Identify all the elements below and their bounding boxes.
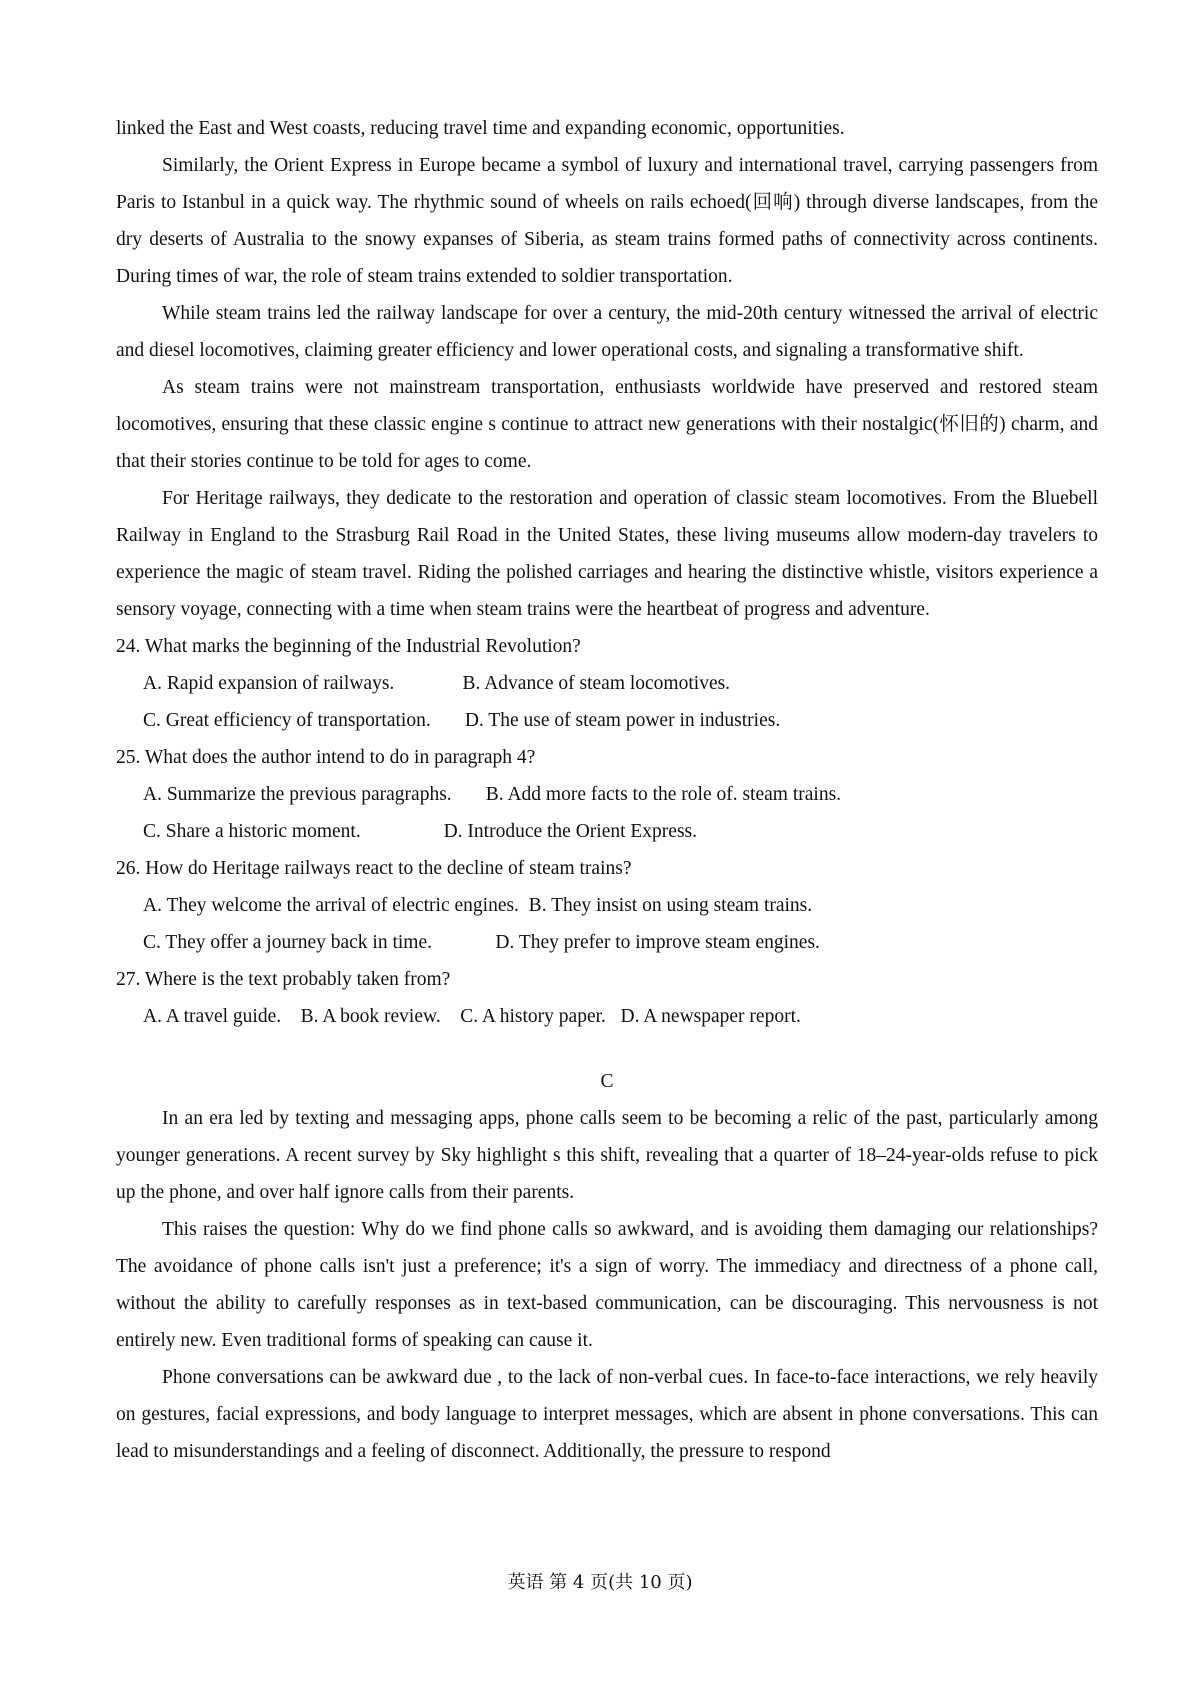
- question-options-line: A. Rapid expansion of railways. B. Advance of steam locomotives.: [143, 673, 731, 694]
- question-27: [116, 961, 1098, 1035]
- question-options-line: A. Summarize the previous paragraphs. B. Add more facts to the role of. steam trains.: [143, 784, 842, 805]
- question-stem: 26. How do Heritage railways react to the decline of steam trains?: [116, 858, 632, 879]
- passage-c-paragraph-2: This raises the question: Why do we find phone calls so awkward, and is avoiding them damaging our relationships? The avoidance of phone calls isn't just a preference; it's a sign of worry. The immediacy and directness of a phone call, without the ability to carefully responses as in text-based communication, can be discouraging. This nervousness is not entirely new. Even traditional forms of speaking can cause it.: [116, 1219, 1098, 1351]
- question-stem: 27. Where is the text probably taken from?: [116, 969, 451, 990]
- passage-c-paragraph-1: In an era led by texting and messaging apps, phone calls seem to be becoming a relic of the past, particularly among younger generations. A recent survey by Sky highlight s this shift, revealing that a quarter of 18–24-year-olds refuse to pick up the phone, and over half ignore calls from their parents.: [116, 1108, 1098, 1203]
- page-footer: 英语 第 4 页(共 10 页): [507, 1572, 693, 1593]
- passage-c-paragraph-3: Phone conversations can be awkward due , to the lack of non-verbal cues. In face-to-face interactions, we rely heavily on gestures, facial expressions, and body language to interpret messages, which are absent in phone conversations. This can lead to misunderstandings and a feeling of disconnect. Additionally, the pressure to respond: [116, 1367, 1098, 1462]
- question-26: [116, 850, 1098, 961]
- page-content: [116, 110, 1098, 1470]
- passage-b-paragraph-4: As steam trains were not mainstream transportation, enthusiasts worldwide have preserved and restored steam locomotives, ensuring that these classic engine s continue to attract new generations with their nostalgic(怀旧的) charm, and that their stories continue to be told for ages to come.: [116, 377, 1098, 472]
- question-25: [116, 739, 1098, 850]
- question-options-line: A. A travel guide. B. A book review. C. A history paper. D. A newspaper report.: [143, 1006, 801, 1027]
- question-options-line: C. Share a historic moment. D. Introduce the Orient Express.: [143, 821, 698, 842]
- question-options-line: C. They offer a journey back in time. D. They prefer to improve steam engines.: [143, 932, 820, 953]
- question-stem: 24. What marks the beginning of the Industrial Revolution?: [116, 636, 581, 657]
- passage-b-paragraph-5: For Heritage railways, they dedicate to the restoration and operation of classic steam locomotives. From the Bluebell Railway in England to the Strasburg Rail Road in the United States, these living museums allow modern-day travelers to experience the magic of steam travel. Riding the polished carriages and hearing the distinctive whistle, visitors experience a sensory voyage, connecting with a time when steam trains were the heartbeat of progress and adventure.: [116, 488, 1098, 620]
- question-options-line: C. Great efficiency of transportation. D. The use of steam power in industries.: [143, 710, 781, 731]
- section-c-heading: C: [600, 1071, 614, 1092]
- passage-b-paragraph-1: linked the East and West coasts, reducing travel time and expanding economic, opportunities.: [116, 118, 845, 139]
- passage-b-paragraph-2: Similarly, the Orient Express in Europe became a symbol of luxury and international travel, carrying passengers from Paris to Istanbul in a quick way. The rhythmic sound of wheels on rails echoed(回响) through diverse landscapes, from the dry deserts of Australia to the snowy expanses of Siberia, as steam trains formed paths of connectivity across continents. During times of war, the role of steam trains extended to soldier transportation.: [116, 155, 1098, 287]
- question-24: [116, 628, 1098, 739]
- question-options-line: A. They welcome the arrival of electric engines. B. They insist on using steam trains.: [143, 895, 813, 916]
- question-stem: 25. What does the author intend to do in paragraph 4?: [116, 747, 536, 768]
- passage-b-paragraph-3: While steam trains led the railway landscape for over a century, the mid-20th century witnessed the arrival of electric and diesel locomotives, claiming greater efficiency and lower operational costs, and signaling a transformative shift.: [116, 303, 1098, 361]
